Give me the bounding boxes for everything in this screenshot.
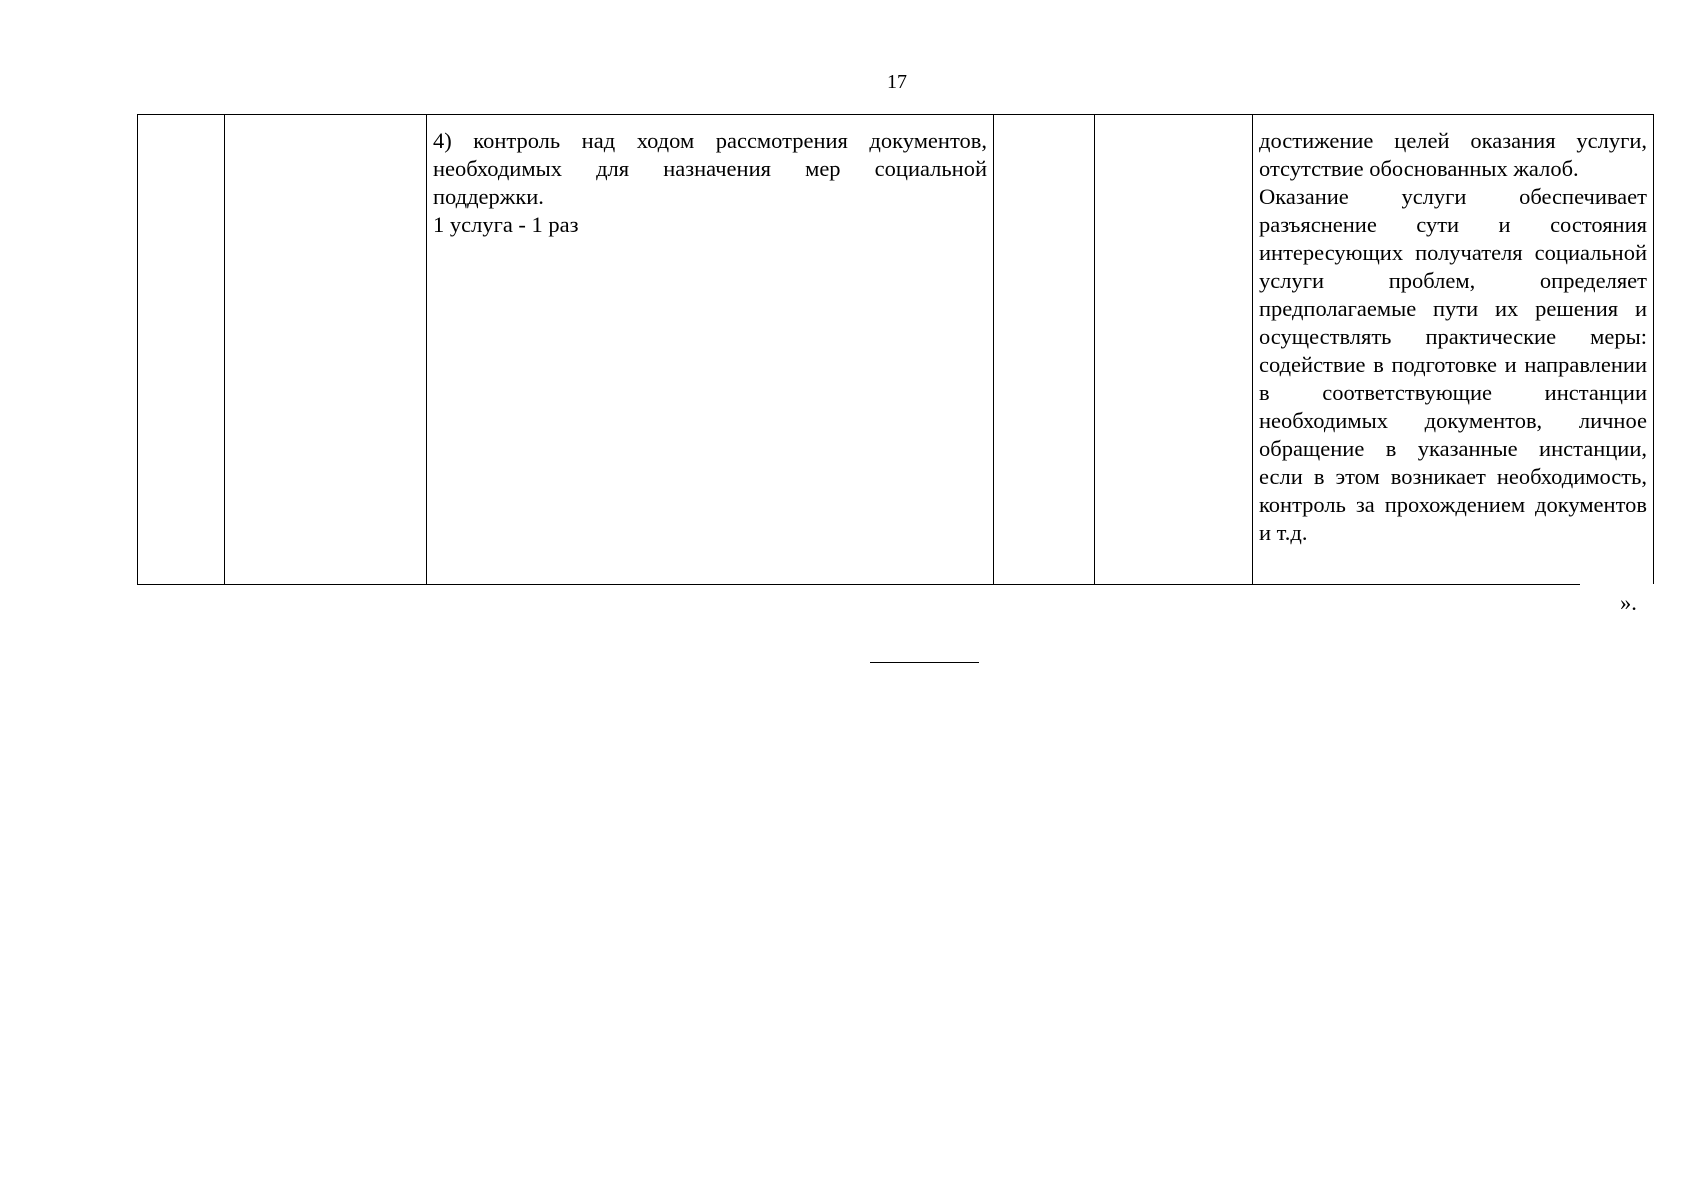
cell-provider [1095, 115, 1253, 585]
cell-term [994, 115, 1095, 585]
quality-paragraph-1: достижение целей оказания услуги, отсутствие обоснованных жалоб. [1259, 128, 1647, 181]
cell-service-name [225, 115, 427, 585]
quality-paragraph-2: Оказание услуги обеспечивает разъяснение сути и состояния интересующих получателя социальной услуги проблем, определяет предполагаемые пути их решения и осуществлять практические меры: содействие в подготовке и направлении в соответствующие инстанции необходимых документов, личное обращение в указанные инстанции, если в этом возникает необходимость, контроль за прохождением документов и т.д. [1259, 184, 1647, 545]
service-norm-text: 1 услуга - 1 раз [433, 212, 579, 237]
cell-service-description [427, 115, 994, 585]
end-rule [870, 662, 979, 663]
service-item-text: 4) контроль над ходом рассмотрения документов, необходимых для назначения мер социальной поддержки. [433, 128, 987, 209]
cell-number [138, 115, 225, 585]
table-row [138, 115, 1654, 585]
cell-quality-indicators [1253, 115, 1654, 585]
page-number: 17 [887, 71, 907, 93]
border-gap [1580, 584, 1656, 588]
service-table [137, 114, 1654, 585]
closing-quote: ». [1620, 590, 1637, 615]
